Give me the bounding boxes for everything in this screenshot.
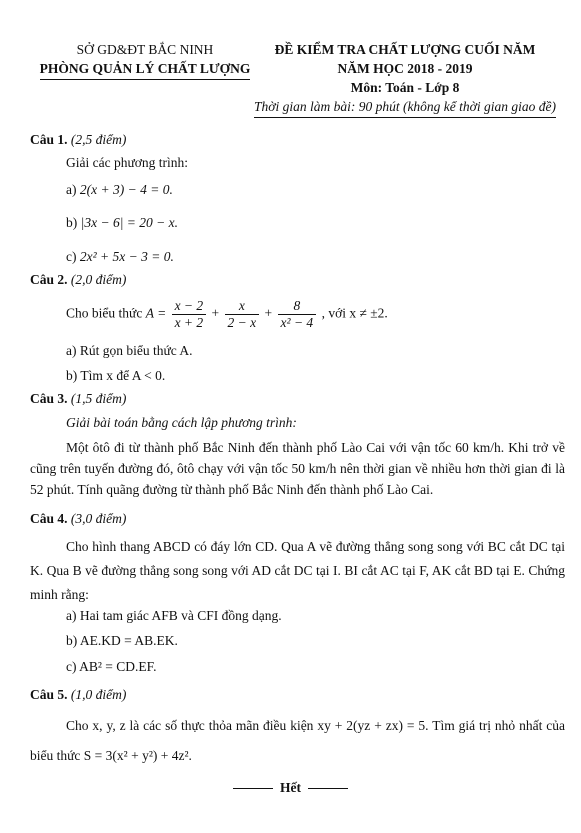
q2-f2-num: x xyxy=(225,298,260,315)
header-right xyxy=(245,40,565,118)
q1-b-label: b) xyxy=(66,215,78,230)
office-name xyxy=(30,59,260,80)
q1-part-a xyxy=(66,182,173,198)
q1-c-expr: 2x² + 5x − 3 = 0. xyxy=(79,249,174,264)
q3-line-1: Một ôtô đi từ thành phố Bắc Ninh đến thành phố Lào Cai với vận tốc 60 km/h. Khi trở xyxy=(66,440,549,455)
q2-expression xyxy=(66,298,388,331)
q4-line-1: Cho hình thang ABCD có đáy lớn CD. Qua A vẽ đường thẳng song song với BC xyxy=(66,539,506,554)
q3-title-line xyxy=(30,391,126,407)
q4-part-b: b) AE.KD = AB.EK. xyxy=(66,633,178,648)
q1-title: Câu 1. xyxy=(30,132,68,147)
q2-fraction-3 xyxy=(278,298,317,331)
department-name: SỞ GD&ĐT BẮC NINH xyxy=(76,42,214,57)
q2-f1-num: x − 2 xyxy=(172,298,207,315)
q3-line-3: gian đi là 52 phút. Tính quãng đường từ thành phố Bắc Ninh đến thành phố Lào Cai. xyxy=(30,461,565,497)
q1-part-c xyxy=(66,249,174,265)
q2-plus-1: + xyxy=(211,305,220,321)
q1-a-expr: 2(x + 3) − 4 = 0. xyxy=(79,182,173,197)
q3-title: Câu 3. xyxy=(30,391,68,406)
q5-line-2: nhất của biểu thức S = 3(x² + y²) + 4z². xyxy=(30,718,566,763)
footer-end xyxy=(0,780,581,796)
q1-b-expr: |3x − 6| = 20 − x. xyxy=(80,215,178,230)
q1-a-label: a) xyxy=(66,182,77,197)
q1-points: (2,5 điểm) xyxy=(70,132,127,147)
exam-title: ĐỀ KIỂM TRA CHẤT LƯỢNG CUỐI NĂM xyxy=(274,42,536,57)
q2-part-b: b) Tìm x để A < 0. xyxy=(66,368,166,383)
footer-rule-right xyxy=(308,788,348,789)
footer-end-text: Hết xyxy=(280,780,301,795)
q1-c-label: c) xyxy=(66,249,77,264)
q4-title-line xyxy=(30,511,126,527)
q2-f3-den: x² − 4 xyxy=(280,315,314,330)
q2-a-eq: A = xyxy=(145,305,167,321)
office-name-text: PHÒNG QUẢN LÝ CHẤT LƯỢNG xyxy=(40,59,251,80)
q2-condition: , với x ≠ ±2. xyxy=(321,305,388,321)
q5-line-1: Cho x, y, z là các số thực thỏa mãn điều kiện xy + 2(yz + zx) = 5. Tìm giá trị nhỏ xyxy=(66,718,516,733)
q2-title-line xyxy=(30,272,126,288)
q3-intro: Giải bài toán bằng cách lập phương trình: xyxy=(66,415,297,430)
time-line-text: Thời gian làm bài: 90 phút (không kể thời gian giao đề) xyxy=(254,97,556,118)
q2-f1-den: x + 2 xyxy=(174,315,204,330)
q2-f2-den: 2 − x xyxy=(227,315,257,330)
q2-intro: Cho biểu thức xyxy=(66,305,143,321)
q2-fraction-2 xyxy=(225,298,260,331)
q5-paragraph xyxy=(30,711,565,771)
q4-paragraph xyxy=(30,535,565,607)
footer-rule-left xyxy=(233,788,273,789)
q2-plus-2: + xyxy=(264,305,273,321)
q4-part-c: c) AB² = CD.EF. xyxy=(66,659,157,674)
q5-title-line xyxy=(30,687,126,703)
q5-points: (1,0 điểm) xyxy=(70,687,127,702)
q3-points: (1,5 điểm) xyxy=(70,391,127,406)
q2-fraction-1 xyxy=(172,298,207,331)
q3-line-2: về cũng trên tuyến đường đó, ôtô chạy với vận tốc 50 km/h nên thời gian về nhiều hơn thời xyxy=(30,440,565,476)
q5-title: Câu 5. xyxy=(30,687,68,702)
q1-part-b xyxy=(66,215,178,231)
q2-title: Câu 2. xyxy=(30,272,68,287)
time-line xyxy=(245,97,565,118)
q4-line-2: cắt DC tại K. Qua B vẽ đường thẳng song song với AD cắt DC tại I. BI cắt AC tại xyxy=(30,539,566,578)
q2-part-a: a) Rút gọn biểu thức A. xyxy=(66,343,193,358)
school-year: NĂM HỌC 2018 - 2019 xyxy=(337,61,473,76)
q4-title: Câu 4. xyxy=(30,511,68,526)
q2-f3-num: 8 xyxy=(278,298,317,315)
subject-line: Môn: Toán - Lớp 8 xyxy=(350,80,460,95)
q1-intro: Giải các phương trình: xyxy=(66,155,189,170)
q1-title-line xyxy=(30,132,126,148)
q4-part-a: a) Hai tam giác AFB và CFI đồng dạng. xyxy=(66,608,282,623)
q4-points: (3,0 điểm) xyxy=(70,511,127,526)
q3-paragraph xyxy=(30,437,565,500)
q2-points: (2,0 điểm) xyxy=(70,272,127,287)
header-left xyxy=(30,40,260,80)
q4-line-3: F, AK cắt BD tại E. Chứng minh rằng: xyxy=(30,563,565,602)
